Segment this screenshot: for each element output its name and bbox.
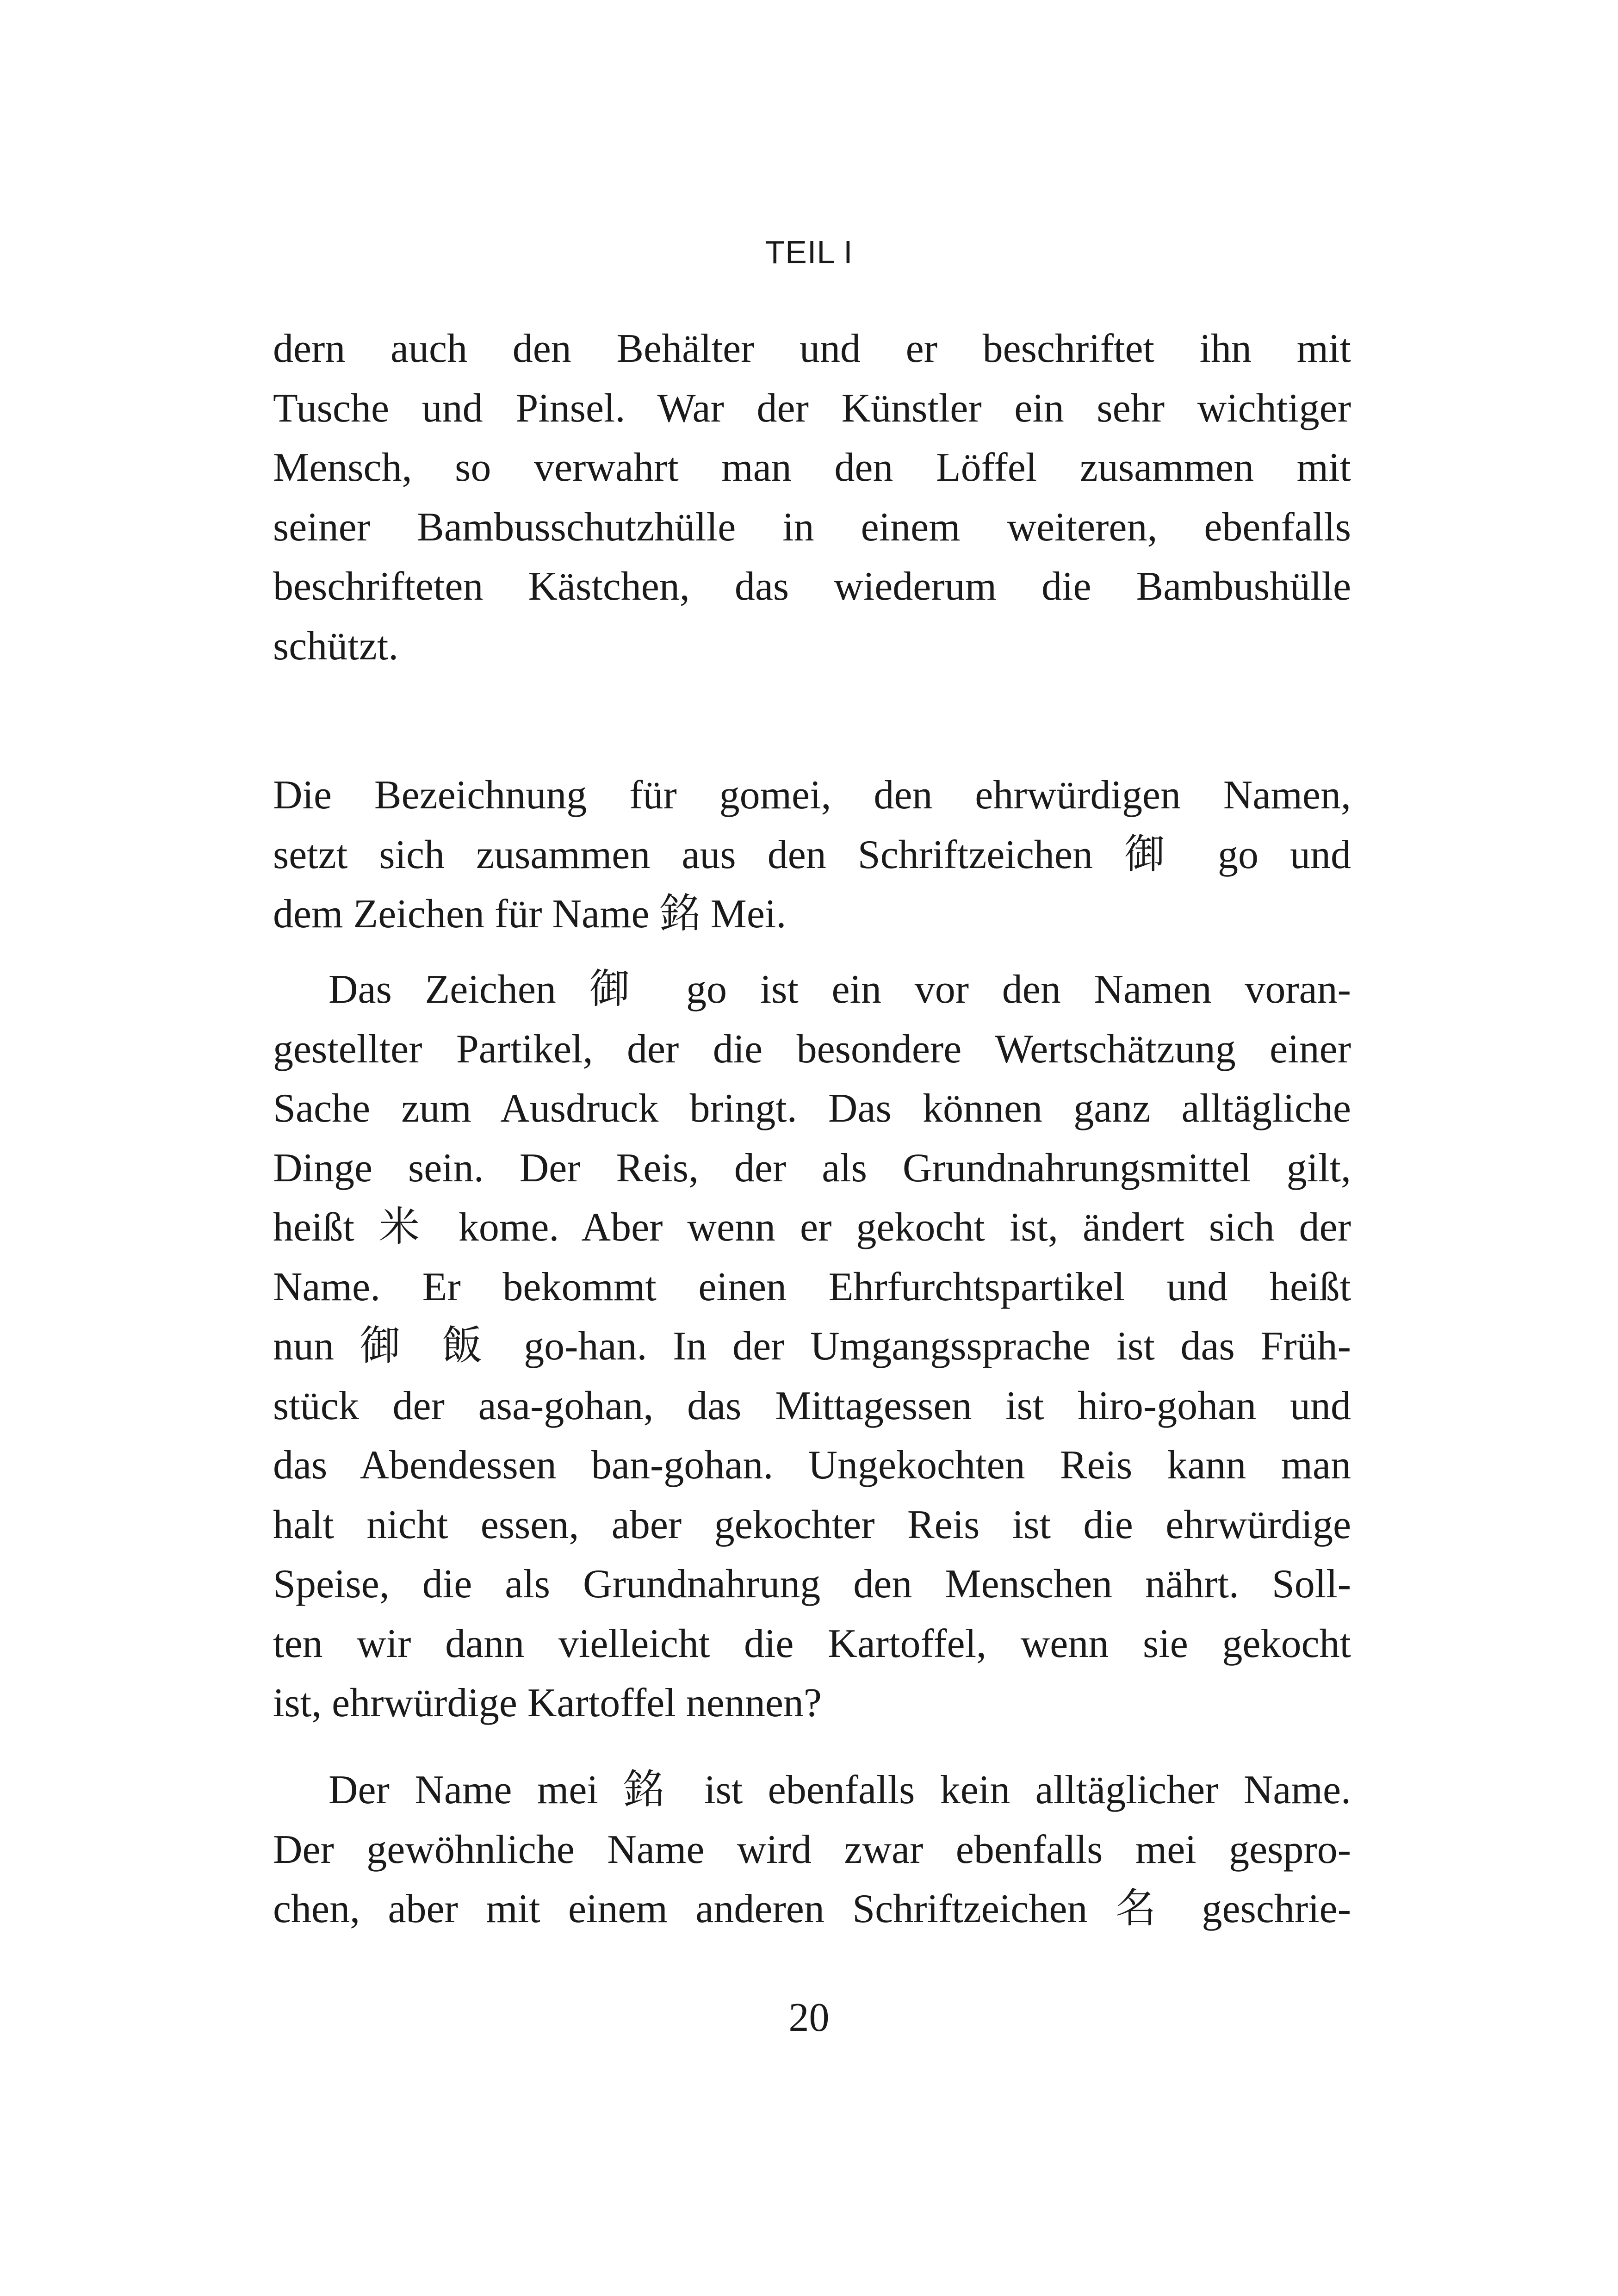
text-line: nun 御 飯 go-han. In der Umgangssprache ist das Früh- — [273, 1324, 1351, 1369]
text-line: heißt 米 kome. Aber wenn er gekocht ist, ändert sich der — [273, 1205, 1351, 1250]
text-line: ten wir dann vielleicht die Kartoffel, wenn sie gekocht — [273, 1621, 1351, 1666]
text-line: Das Zeichen 御 go ist ein vor den Namen voran- — [329, 967, 1351, 1012]
text-line: Der Name mei 銘 ist ebenfalls kein alltäglicher Name. — [329, 1768, 1351, 1812]
paragraph-continued — [273, 319, 1351, 676]
text-line: seiner Bambusschutzhülle in einem weiteren, ebenfalls — [273, 504, 1351, 550]
text-line: ist, ehrwürdige Kartoffel nennen? — [273, 1681, 822, 1725]
text-line: Dinge sein. Der Reis, der als Grundnahrungsmittel gilt, — [273, 1145, 1351, 1191]
text-line: Die Bezeichnung für gomei, den ehrwürdigen Namen, — [273, 773, 1351, 818]
text-line: halt nicht essen, aber gekochter Reis ist die ehrwürdige — [273, 1502, 1351, 1547]
text-line: dem Zeichen für Name 銘 Mei. — [273, 892, 787, 937]
text-line: setzt sich zusammen aus den Schriftzeichen 御 go und — [273, 832, 1351, 877]
text-line: stück der asa-gohan, das Mittagessen ist hiro-gohan und — [273, 1383, 1351, 1428]
text-line: Der gewöhnliche Name wird zwar ebenfalls mei gespro- — [273, 1827, 1351, 1872]
text-line: Speise, die als Grundnahrung den Menschen nährt. Soll- — [273, 1562, 1351, 1607]
text-line: Mensch, so verwahrt man den Löffel zusammen mit — [273, 445, 1351, 490]
text-line: schützt. — [273, 623, 399, 669]
text-line: das Abendessen ban-gohan. Ungekochten Reis kann man — [273, 1443, 1351, 1488]
paragraph-name-mei — [273, 1761, 1351, 1939]
text-line: chen, aber mit einem anderen Schriftzeichen 名 geschrie- — [273, 1886, 1351, 1931]
text-line: gestellter Partikel, der die besondere Wertschätzung einer — [273, 1026, 1351, 1072]
text-line: beschrifteten Kästchen, das wiederum die Bambushülle — [273, 564, 1351, 609]
running-head: TEIL I — [765, 234, 853, 270]
text-line: Sache zum Ausdruck bringt. Das können ganz alltägliche — [273, 1086, 1351, 1131]
text-line: dern auch den Behälter und er beschriftet ihn mit — [273, 326, 1351, 371]
text-line: Tusche und Pinsel. War der Künstler ein sehr wichtiger — [273, 385, 1351, 431]
paragraph-zeichen-go — [273, 960, 1351, 1733]
text-line: Name. Er bekommt einen Ehrfurchtspartikel und heißt — [273, 1264, 1351, 1309]
paragraph-gomei — [273, 766, 1351, 944]
page-number: 20 — [788, 1995, 830, 2040]
